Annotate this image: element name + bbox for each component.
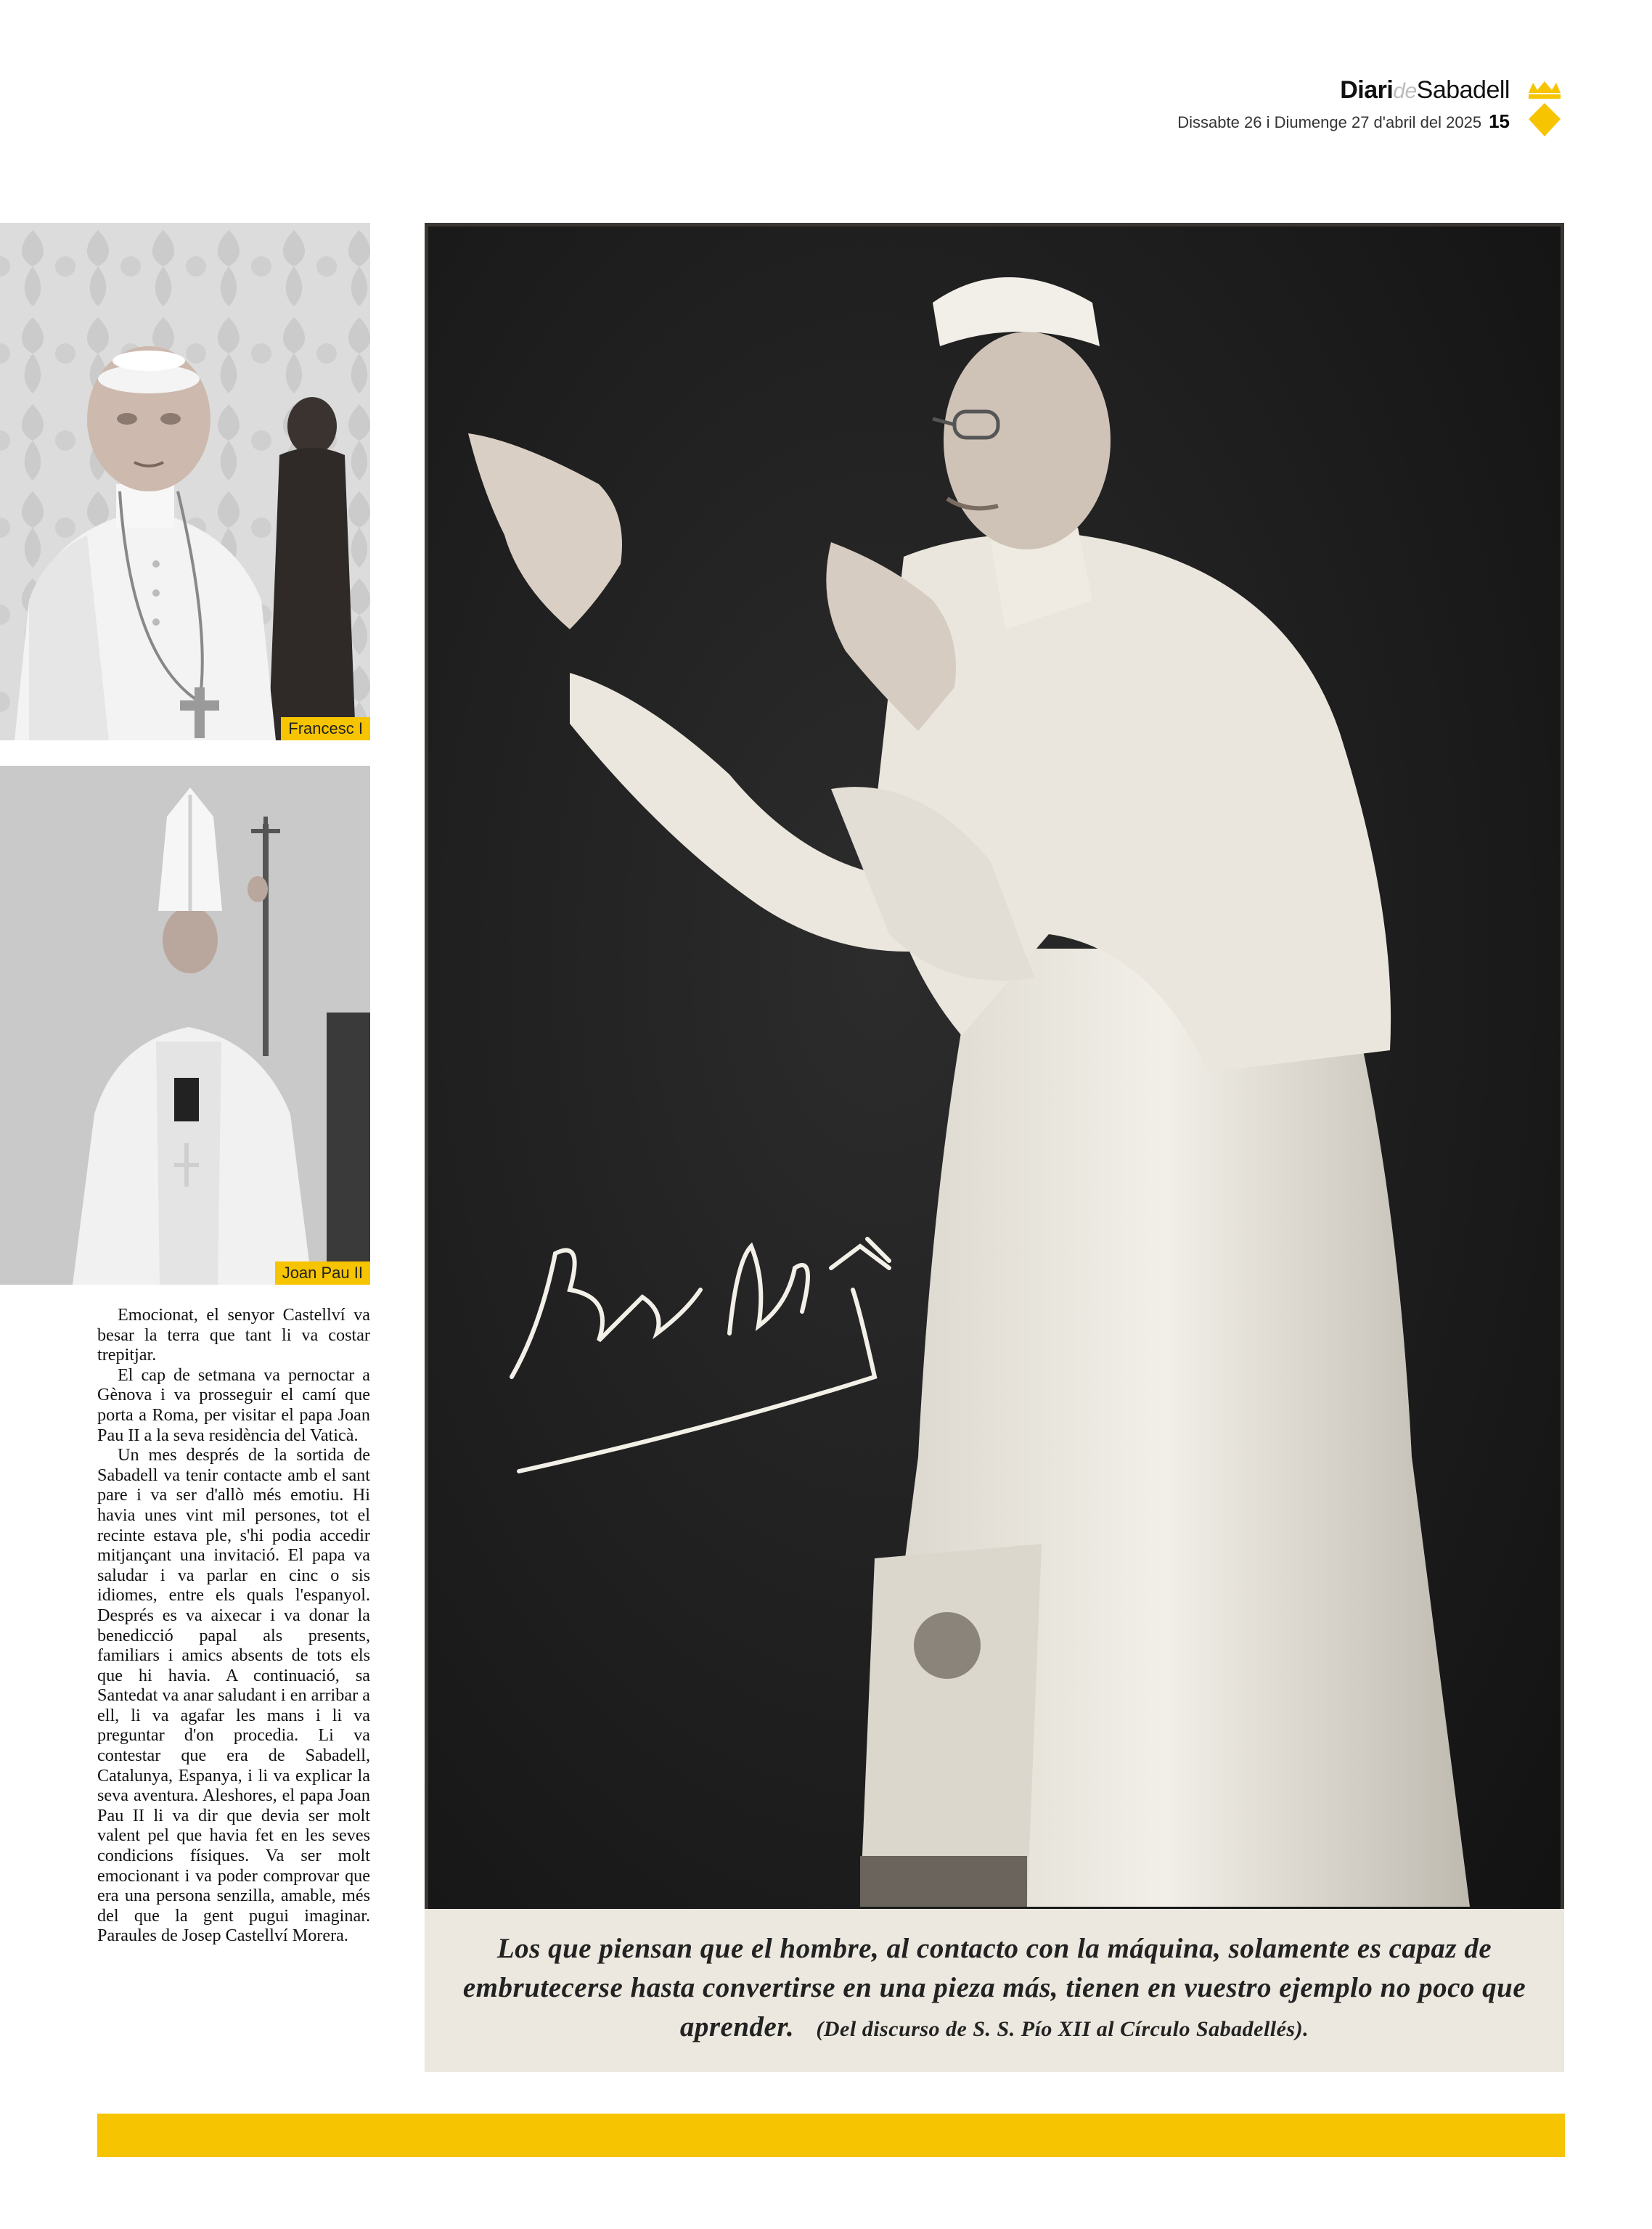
photo-caption-francesc: Francesc I: [281, 717, 370, 740]
newspaper-logo: DiarideSabadell: [1340, 76, 1510, 104]
pope-john-paul-illustration: [0, 766, 370, 1285]
article-paragraph: Emocionat, el senyor Castellví va besar la terra que tant li va costar trepitjar.: [97, 1305, 370, 1365]
quote-text: Los que piensan que el hombre, al contacto con la máquina, solamente es capaz de embrutecerse hasta convertirse en una pieza más, tienen en vuestro ejemplo no poco que aprender.: [462, 1933, 1526, 2042]
page-number: 15: [1489, 110, 1510, 132]
article-body: [97, 1305, 370, 1946]
quote-source: (Del discurso de S. S. Pío XII al Círculo Sabadellés).: [816, 2017, 1309, 2041]
photo-quote-panel: [425, 1909, 1564, 2072]
pope-francis-illustration: [0, 223, 370, 740]
footer-accent-bar: [97, 2114, 1565, 2157]
article-paragraph: El cap de setmana va pernoctar a Gènova i va prosseguir el camí que porta a Roma, per visitar el papa Joan Pau II a la seva residència del Vaticà.: [97, 1365, 370, 1445]
photo-pope-francis: [0, 223, 370, 740]
masthead: [1132, 75, 1510, 133]
photo-caption-joan-pau: Joan Pau II: [275, 1261, 370, 1285]
photo-pius-xii-card: [425, 223, 1564, 2072]
issue-date: Dissabte 26 i Diumenge 27 d'abril del 2025: [1177, 113, 1482, 131]
article-paragraph: Un mes després de la sortida de Sabadell va tenir contacte amb el sant pare i va ser d'allò més emotiu. Hi havia unes vint mil persones, tot el recinte estava ple, s'hi podia accedir mitjançant una invitació. El papa va saludar i va parlar en cinc o sis idiomes, entre els quals l'espanyol. Després es va aixecar i va donar la benedicció papal als presents, familiars i amics absents de tots els que hi havia. A continuació, sa Santedat va anar saludant i en arribar a ell, li va agafar les mans i li va preguntar d'on procedia. Li va contestar que era de Sabadell, Catalunya, Espanya, i li va explicar la seva aventura. Aleshores, el papa Joan Pau II li va dir que devia ser molt valent pel que havia fet en les seves condicions físiques. Va ser molt emocionant i va poder comprovar que era una persona senzilla, amable, més del que la gent pugui imaginar. Paraules de Josep Castellví Morera.: [97, 1445, 370, 1946]
pius-xii-illustration: [425, 223, 1564, 2072]
dateline: [1132, 110, 1510, 133]
crown-diamond-icon: [1524, 80, 1565, 138]
photo-pope-john-paul: [0, 766, 370, 1285]
pius-quote: [441, 1929, 1548, 2049]
